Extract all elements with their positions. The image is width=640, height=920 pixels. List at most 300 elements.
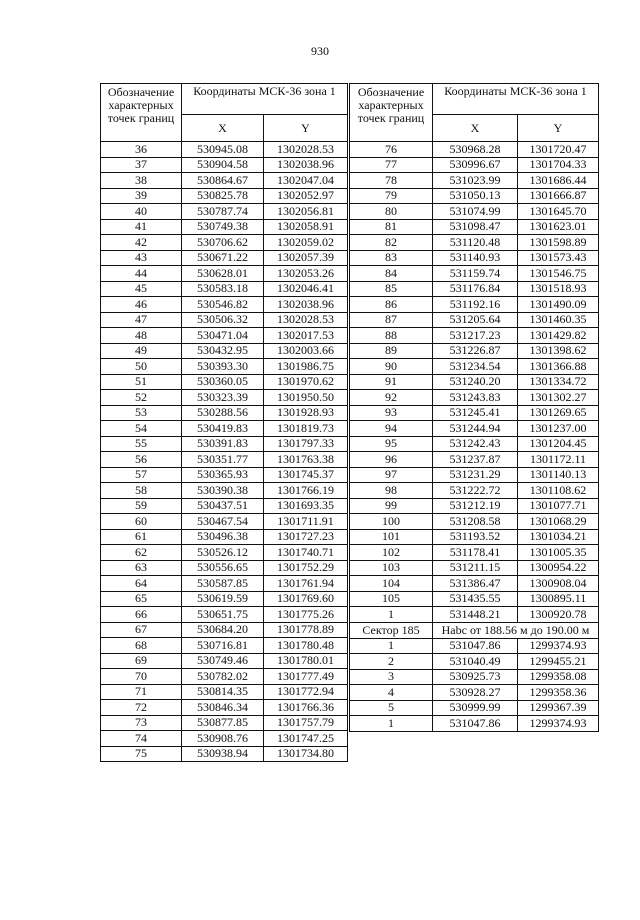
table-row bbox=[101, 684, 348, 700]
x-coordinate-cell: 530619.59 bbox=[182, 591, 264, 607]
x-coordinate-cell: 530587.85 bbox=[182, 576, 264, 592]
sector-height-range: Нabc от 188.56 м до 190.00 м bbox=[433, 622, 599, 638]
x-coordinate-cell: 530351.77 bbox=[182, 452, 264, 468]
table-row bbox=[350, 250, 599, 266]
point-number-cell: 39 bbox=[101, 188, 182, 204]
point-number-cell: 95 bbox=[350, 436, 433, 452]
table-row bbox=[101, 266, 348, 282]
table-row bbox=[101, 297, 348, 313]
x-coordinate-cell: 530437.51 bbox=[182, 498, 264, 514]
table-row bbox=[350, 716, 599, 732]
x-coordinate-cell: 531244.94 bbox=[433, 421, 518, 437]
x-coordinate-cell: 530496.38 bbox=[182, 529, 264, 545]
table-row bbox=[350, 374, 599, 390]
x-coordinate-cell: 531243.83 bbox=[433, 390, 518, 406]
table-row bbox=[101, 483, 348, 499]
x-coordinate-cell: 530391.83 bbox=[182, 436, 264, 452]
y-coordinate-cell: 1301747.25 bbox=[264, 731, 348, 747]
y-coordinate-cell: 1301077.71 bbox=[518, 498, 599, 514]
point-number-cell: 91 bbox=[350, 374, 433, 390]
point-number-cell: 41 bbox=[101, 219, 182, 235]
x-coordinate-cell: 530556.65 bbox=[182, 560, 264, 576]
sector-section bbox=[350, 622, 599, 638]
point-number-cell: 55 bbox=[101, 436, 182, 452]
point-number-cell: 45 bbox=[101, 281, 182, 297]
point-number-cell: 51 bbox=[101, 374, 182, 390]
y-coordinate-cell: 1300954.22 bbox=[518, 560, 599, 576]
y-coordinate-cell: 1301780.01 bbox=[264, 653, 348, 669]
x-coordinate-cell: 530288.56 bbox=[182, 405, 264, 421]
table-row bbox=[101, 188, 348, 204]
point-number-cell: 97 bbox=[350, 467, 433, 483]
point-number-cell: 93 bbox=[350, 405, 433, 421]
x-coordinate-cell: 531192.16 bbox=[433, 297, 518, 313]
table-row bbox=[101, 312, 348, 328]
table-row bbox=[101, 746, 348, 762]
x-coordinate-cell: 530928.27 bbox=[433, 685, 518, 701]
point-number-cell: 79 bbox=[350, 188, 433, 204]
x-coordinate-cell: 530651.75 bbox=[182, 607, 264, 623]
point-number-cell: 92 bbox=[350, 390, 433, 406]
point-number-cell: 82 bbox=[350, 235, 433, 251]
x-coordinate-cell: 530749.46 bbox=[182, 653, 264, 669]
y-coordinate-cell: 1301761.94 bbox=[264, 576, 348, 592]
y-coordinate-cell: 1301777.49 bbox=[264, 669, 348, 685]
y-coordinate-cell: 1302017.53 bbox=[264, 328, 348, 344]
table-row bbox=[350, 607, 599, 623]
y-coordinate-cell: 1301573.43 bbox=[518, 250, 599, 266]
table-row bbox=[350, 359, 599, 375]
x-coordinate-cell: 530938.94 bbox=[182, 746, 264, 762]
point-number-cell: 96 bbox=[350, 452, 433, 468]
point-number-cell: 56 bbox=[101, 452, 182, 468]
point-number-cell: 60 bbox=[101, 514, 182, 530]
table-row bbox=[350, 560, 599, 576]
table-row bbox=[101, 545, 348, 561]
point-number-cell: 50 bbox=[101, 359, 182, 375]
y-coordinate-cell: 1301645.70 bbox=[518, 204, 599, 220]
y-coordinate-cell: 1299358.08 bbox=[518, 669, 599, 685]
y-coordinate-cell: 1301928.93 bbox=[264, 405, 348, 421]
x-coordinate-cell: 531178.41 bbox=[433, 545, 518, 561]
point-number-cell: 2 bbox=[350, 654, 433, 670]
table-row bbox=[350, 669, 599, 685]
point-number-cell: 57 bbox=[101, 467, 182, 483]
point-number-cell: 88 bbox=[350, 328, 433, 344]
y-coordinate-cell: 1301490.09 bbox=[518, 297, 599, 313]
table-row bbox=[350, 576, 599, 592]
x-coordinate-cell: 530749.38 bbox=[182, 219, 264, 235]
x-coordinate-cell: 530526.12 bbox=[182, 545, 264, 561]
point-number-cell: 49 bbox=[101, 343, 182, 359]
table-row bbox=[350, 498, 599, 514]
point-number-cell: 87 bbox=[350, 312, 433, 328]
y-coordinate-cell: 1301766.36 bbox=[264, 700, 348, 716]
coordinates-body-right bbox=[350, 142, 599, 623]
table-row bbox=[350, 467, 599, 483]
table-row bbox=[350, 312, 599, 328]
table-row bbox=[101, 343, 348, 359]
point-number-cell: 77 bbox=[350, 157, 433, 173]
y-coordinate-cell: 1302056.81 bbox=[264, 204, 348, 220]
x-coordinate-cell: 531159.74 bbox=[433, 266, 518, 282]
point-number-cell: 1 bbox=[350, 607, 433, 623]
x-coordinate-cell: 531074.99 bbox=[433, 204, 518, 220]
table-row bbox=[101, 700, 348, 716]
table-row bbox=[350, 638, 599, 654]
y-coordinate-cell: 1301950.50 bbox=[264, 390, 348, 406]
point-number-cell: 58 bbox=[101, 483, 182, 499]
x-coordinate-cell: 530968.28 bbox=[433, 142, 518, 158]
y-coordinate-cell: 1301598.89 bbox=[518, 235, 599, 251]
y-coordinate-cell: 1302003.66 bbox=[264, 343, 348, 359]
x-coordinate-cell: 530908.76 bbox=[182, 731, 264, 747]
x-coordinate-cell: 530904.58 bbox=[182, 157, 264, 173]
y-coordinate-cell: 1301269.65 bbox=[518, 405, 599, 421]
table-row bbox=[350, 328, 599, 344]
coordinates-table-right bbox=[349, 83, 599, 732]
table-row bbox=[101, 529, 348, 545]
x-coordinate-cell: 530999.99 bbox=[433, 700, 518, 716]
x-coordinate-cell: 531047.86 bbox=[433, 716, 518, 732]
x-coordinate-cell: 531217.23 bbox=[433, 328, 518, 344]
y-coordinate-cell: 1301140.13 bbox=[518, 467, 599, 483]
x-coordinate-cell: 530877.85 bbox=[182, 715, 264, 731]
y-coordinate-cell: 1301740.71 bbox=[264, 545, 348, 561]
point-number-cell: 71 bbox=[101, 684, 182, 700]
point-number-cell: 66 bbox=[101, 607, 182, 623]
x-column-header: X bbox=[182, 115, 264, 142]
x-coordinate-cell: 530360.05 bbox=[182, 374, 264, 390]
point-number-cell: 94 bbox=[350, 421, 433, 437]
x-coordinate-cell: 530628.01 bbox=[182, 266, 264, 282]
table-row bbox=[101, 250, 348, 266]
table-row bbox=[101, 514, 348, 530]
x-coordinate-cell: 531047.86 bbox=[433, 638, 518, 654]
point-number-cell: 53 bbox=[101, 405, 182, 421]
y-coordinate-cell: 1301108.62 bbox=[518, 483, 599, 499]
point-label-header: Обозначение характерных точек границ bbox=[350, 84, 433, 142]
y-coordinate-cell: 1301034.21 bbox=[518, 529, 599, 545]
table-row bbox=[350, 173, 599, 189]
table-row bbox=[101, 204, 348, 220]
point-number-cell: 46 bbox=[101, 297, 182, 313]
x-coordinate-cell: 531242.43 bbox=[433, 436, 518, 452]
sector-coordinates-body bbox=[350, 638, 599, 731]
table-row bbox=[350, 545, 599, 561]
point-number-cell: 1 bbox=[350, 716, 433, 732]
y-coordinate-cell: 1301711.91 bbox=[264, 514, 348, 530]
y-coordinate-cell: 1300920.78 bbox=[518, 607, 599, 623]
table-row bbox=[350, 452, 599, 468]
y-coordinate-cell: 1301757.79 bbox=[264, 715, 348, 731]
table-row bbox=[350, 529, 599, 545]
y-coordinate-cell: 1301518.93 bbox=[518, 281, 599, 297]
y-coordinate-cell: 1300895.11 bbox=[518, 591, 599, 607]
point-number-cell: 47 bbox=[101, 312, 182, 328]
y-column-header: Y bbox=[264, 115, 348, 142]
table-row bbox=[350, 219, 599, 235]
coordinates-table-left bbox=[100, 83, 348, 762]
x-coordinate-cell: 531040.49 bbox=[433, 654, 518, 670]
table-row bbox=[350, 266, 599, 282]
point-number-cell: 5 bbox=[350, 700, 433, 716]
point-number-cell: 37 bbox=[101, 157, 182, 173]
x-coordinate-cell: 530671.22 bbox=[182, 250, 264, 266]
x-coordinate-cell: 530323.39 bbox=[182, 390, 264, 406]
table-row bbox=[350, 405, 599, 421]
x-coordinate-cell: 531231.29 bbox=[433, 467, 518, 483]
point-number-cell: 80 bbox=[350, 204, 433, 220]
y-coordinate-cell: 1301005.35 bbox=[518, 545, 599, 561]
point-number-cell: 3 bbox=[350, 669, 433, 685]
table-row bbox=[101, 235, 348, 251]
y-coordinate-cell: 1301727.23 bbox=[264, 529, 348, 545]
point-number-cell: 43 bbox=[101, 250, 182, 266]
point-number-cell: 52 bbox=[101, 390, 182, 406]
y-coordinate-cell: 1302046.41 bbox=[264, 281, 348, 297]
y-coordinate-cell: 1302038.96 bbox=[264, 157, 348, 173]
table-row bbox=[101, 591, 348, 607]
point-number-cell: 44 bbox=[101, 266, 182, 282]
y-coordinate-cell: 1301237.00 bbox=[518, 421, 599, 437]
point-number-cell: 100 bbox=[350, 514, 433, 530]
point-number-cell: 90 bbox=[350, 359, 433, 375]
table-row bbox=[350, 654, 599, 670]
x-coordinate-cell: 531212.19 bbox=[433, 498, 518, 514]
y-coordinate-cell: 1302047.04 bbox=[264, 173, 348, 189]
point-number-cell: 38 bbox=[101, 173, 182, 189]
x-coordinate-cell: 530365.93 bbox=[182, 467, 264, 483]
point-number-cell: 4 bbox=[350, 685, 433, 701]
x-coordinate-cell: 531140.93 bbox=[433, 250, 518, 266]
x-coordinate-cell: 530684.20 bbox=[182, 622, 264, 638]
y-coordinate-cell: 1301302.27 bbox=[518, 390, 599, 406]
x-coordinate-cell: 531193.52 bbox=[433, 529, 518, 545]
x-coordinate-cell: 531211.15 bbox=[433, 560, 518, 576]
x-coordinate-cell: 530471.04 bbox=[182, 328, 264, 344]
y-coordinate-cell: 1299374.93 bbox=[518, 638, 599, 654]
table-row bbox=[350, 235, 599, 251]
y-coordinate-cell: 1301970.62 bbox=[264, 374, 348, 390]
x-coordinate-cell: 530925.73 bbox=[433, 669, 518, 685]
point-number-cell: 104 bbox=[350, 576, 433, 592]
point-number-cell: 86 bbox=[350, 297, 433, 313]
table-row bbox=[350, 700, 599, 716]
y-coordinate-cell: 1299455.21 bbox=[518, 654, 599, 670]
point-number-cell: 62 bbox=[101, 545, 182, 561]
point-label-header: Обозначение характерных точек границ bbox=[101, 84, 182, 142]
table-row bbox=[101, 390, 348, 406]
y-coordinate-cell: 1301772.94 bbox=[264, 684, 348, 700]
x-coordinate-cell: 530390.38 bbox=[182, 483, 264, 499]
table-row bbox=[101, 607, 348, 623]
x-coordinate-cell: 530716.81 bbox=[182, 638, 264, 654]
point-number-cell: 84 bbox=[350, 266, 433, 282]
table-row bbox=[101, 374, 348, 390]
x-coordinate-cell: 531245.41 bbox=[433, 405, 518, 421]
table-row bbox=[350, 204, 599, 220]
point-number-cell: 36 bbox=[101, 142, 182, 158]
point-number-cell: 42 bbox=[101, 235, 182, 251]
table-row bbox=[101, 669, 348, 685]
point-number-cell: 74 bbox=[101, 731, 182, 747]
x-coordinate-cell: 531226.87 bbox=[433, 343, 518, 359]
point-number-cell: 69 bbox=[101, 653, 182, 669]
point-number-cell: 73 bbox=[101, 715, 182, 731]
y-coordinate-cell: 1302057.39 bbox=[264, 250, 348, 266]
y-coordinate-cell: 1301666.87 bbox=[518, 188, 599, 204]
table-row bbox=[350, 685, 599, 701]
point-number-cell: 65 bbox=[101, 591, 182, 607]
y-coordinate-cell: 1301546.75 bbox=[518, 266, 599, 282]
table-row bbox=[101, 498, 348, 514]
x-column-header: X bbox=[433, 115, 518, 142]
x-coordinate-cell: 530996.67 bbox=[433, 157, 518, 173]
y-coordinate-cell: 1301778.89 bbox=[264, 622, 348, 638]
x-coordinate-cell: 530945.08 bbox=[182, 142, 264, 158]
table-row bbox=[101, 359, 348, 375]
y-coordinate-cell: 1299374.93 bbox=[518, 716, 599, 732]
y-coordinate-cell: 1302052.97 bbox=[264, 188, 348, 204]
x-coordinate-cell: 530467.54 bbox=[182, 514, 264, 530]
coordinates-body-left bbox=[101, 142, 348, 762]
point-number-cell: 72 bbox=[101, 700, 182, 716]
table-row bbox=[350, 436, 599, 452]
point-number-cell: 68 bbox=[101, 638, 182, 654]
table-row bbox=[101, 219, 348, 235]
y-coordinate-cell: 1301334.72 bbox=[518, 374, 599, 390]
y-coordinate-cell: 1301460.35 bbox=[518, 312, 599, 328]
point-number-cell: 103 bbox=[350, 560, 433, 576]
point-number-cell: 78 bbox=[350, 173, 433, 189]
x-coordinate-cell: 530506.32 bbox=[182, 312, 264, 328]
x-coordinate-cell: 531237.87 bbox=[433, 452, 518, 468]
table-row bbox=[101, 622, 348, 638]
y-coordinate-cell: 1301172.11 bbox=[518, 452, 599, 468]
table-row bbox=[101, 157, 348, 173]
point-number-cell: 76 bbox=[350, 142, 433, 158]
table-row bbox=[101, 715, 348, 731]
table-row bbox=[350, 142, 599, 158]
y-coordinate-cell: 1301819.73 bbox=[264, 421, 348, 437]
y-coordinate-cell: 1301686.44 bbox=[518, 173, 599, 189]
point-number-cell: 89 bbox=[350, 343, 433, 359]
point-number-cell: 101 bbox=[350, 529, 433, 545]
coordinate-system-header: Координаты МСК-36 зона 1 bbox=[433, 84, 599, 115]
table-row bbox=[101, 638, 348, 654]
y-coordinate-cell: 1301693.35 bbox=[264, 498, 348, 514]
coordinate-system-header: Координаты МСК-36 зона 1 bbox=[182, 84, 348, 115]
y-coordinate-cell: 1302059.02 bbox=[264, 235, 348, 251]
y-coordinate-cell: 1301766.19 bbox=[264, 483, 348, 499]
table-row bbox=[101, 173, 348, 189]
x-coordinate-cell: 531098.47 bbox=[433, 219, 518, 235]
y-coordinate-cell: 1301720.47 bbox=[518, 142, 599, 158]
point-number-cell: 83 bbox=[350, 250, 433, 266]
y-coordinate-cell: 1301986.75 bbox=[264, 359, 348, 375]
x-coordinate-cell: 531222.72 bbox=[433, 483, 518, 499]
x-coordinate-cell: 531386.47 bbox=[433, 576, 518, 592]
y-coordinate-cell: 1302058.91 bbox=[264, 219, 348, 235]
point-number-cell: 67 bbox=[101, 622, 182, 638]
table-row bbox=[350, 421, 599, 437]
y-coordinate-cell: 1300908.04 bbox=[518, 576, 599, 592]
y-coordinate-cell: 1301429.82 bbox=[518, 328, 599, 344]
x-coordinate-cell: 531234.54 bbox=[433, 359, 518, 375]
y-coordinate-cell: 1301366.88 bbox=[518, 359, 599, 375]
page-number: 930 bbox=[311, 44, 329, 58]
point-number-cell: 48 bbox=[101, 328, 182, 344]
table-row bbox=[101, 281, 348, 297]
y-coordinate-cell: 1301797.33 bbox=[264, 436, 348, 452]
table-row bbox=[101, 142, 348, 158]
y-coordinate-cell: 1299358.36 bbox=[518, 685, 599, 701]
table-row bbox=[350, 343, 599, 359]
x-coordinate-cell: 531448.21 bbox=[433, 607, 518, 623]
y-coordinate-cell: 1301623.01 bbox=[518, 219, 599, 235]
y-coordinate-cell: 1299367.39 bbox=[518, 700, 599, 716]
x-coordinate-cell: 531208.58 bbox=[433, 514, 518, 530]
table-row bbox=[350, 157, 599, 173]
x-coordinate-cell: 531050.13 bbox=[433, 188, 518, 204]
y-coordinate-cell: 1301745.37 bbox=[264, 467, 348, 483]
y-coordinate-cell: 1301775.26 bbox=[264, 607, 348, 623]
table-row bbox=[350, 281, 599, 297]
x-coordinate-cell: 530546.82 bbox=[182, 297, 264, 313]
table-row bbox=[101, 328, 348, 344]
x-coordinate-cell: 531435.55 bbox=[433, 591, 518, 607]
x-coordinate-cell: 531023.99 bbox=[433, 173, 518, 189]
x-coordinate-cell: 530393.30 bbox=[182, 359, 264, 375]
table-row bbox=[350, 483, 599, 499]
y-coordinate-cell: 1301204.45 bbox=[518, 436, 599, 452]
x-coordinate-cell: 531120.48 bbox=[433, 235, 518, 251]
table-row bbox=[101, 576, 348, 592]
table-row bbox=[350, 188, 599, 204]
table-row bbox=[350, 297, 599, 313]
y-coordinate-cell: 1302028.53 bbox=[264, 312, 348, 328]
table-row bbox=[101, 653, 348, 669]
table-row bbox=[101, 560, 348, 576]
point-number-cell: 98 bbox=[350, 483, 433, 499]
table-row bbox=[350, 591, 599, 607]
x-coordinate-cell: 530782.02 bbox=[182, 669, 264, 685]
point-number-cell: 54 bbox=[101, 421, 182, 437]
y-coordinate-cell: 1301780.48 bbox=[264, 638, 348, 654]
point-number-cell: 99 bbox=[350, 498, 433, 514]
point-number-cell: 105 bbox=[350, 591, 433, 607]
y-column-header: Y bbox=[518, 115, 599, 142]
x-coordinate-cell: 530583.18 bbox=[182, 281, 264, 297]
y-coordinate-cell: 1301398.62 bbox=[518, 343, 599, 359]
point-number-cell: 64 bbox=[101, 576, 182, 592]
table-row bbox=[101, 731, 348, 747]
sector-label: Сектор 185 bbox=[350, 622, 433, 638]
x-coordinate-cell: 530825.78 bbox=[182, 188, 264, 204]
table-row bbox=[350, 514, 599, 530]
table-row bbox=[101, 452, 348, 468]
x-coordinate-cell: 530846.34 bbox=[182, 700, 264, 716]
point-number-cell: 61 bbox=[101, 529, 182, 545]
point-number-cell: 63 bbox=[101, 560, 182, 576]
point-number-cell: 85 bbox=[350, 281, 433, 297]
point-number-cell: 102 bbox=[350, 545, 433, 561]
point-number-cell: 1 bbox=[350, 638, 433, 654]
x-coordinate-cell: 530864.67 bbox=[182, 173, 264, 189]
y-coordinate-cell: 1302038.96 bbox=[264, 297, 348, 313]
point-number-cell: 59 bbox=[101, 498, 182, 514]
